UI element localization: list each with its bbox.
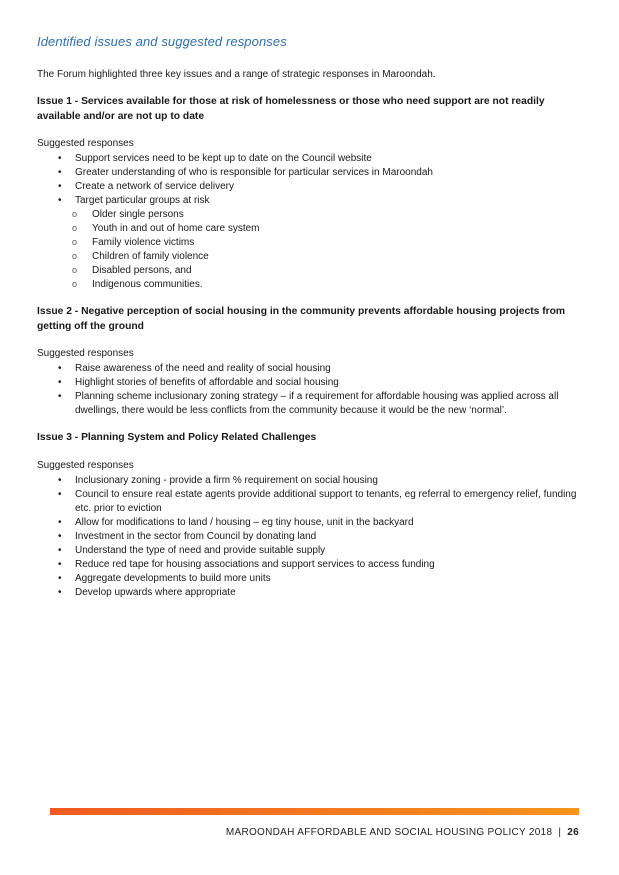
list-item: • Allow for modifications to land / housing – eg tiny house, unit in the backyard	[58, 516, 414, 528]
list-item: • Reduce red tape for housing associations and support services to access funding	[58, 558, 435, 570]
issue-2-list	[37, 362, 583, 418]
list-item: • Create a network of service delivery	[58, 181, 234, 192]
sub-bullet-icon: o	[72, 251, 78, 261]
list-item: • Aggregate developments to build more units	[58, 572, 271, 584]
issue-1-list	[37, 152, 583, 292]
bullet-icon: •	[58, 153, 62, 164]
document-page	[37, 34, 583, 613]
bullet-icon: •	[58, 391, 62, 402]
footer-title: MAROONDAH AFFORDABLE AND SOCIAL HOUSING POLICY 2018	[225, 827, 553, 838]
list-item: • Greater understanding of who is responsible for particular services in Maroondah	[58, 167, 433, 178]
bullet-icon: •	[58, 167, 62, 178]
issue-3-list	[37, 474, 583, 600]
sub-list-item: o Youth in and out of home care system	[72, 223, 260, 234]
list-item: • Investment in the sector from Council by donating land	[58, 530, 317, 542]
bullet-icon: •	[58, 544, 62, 556]
sub-list	[72, 208, 583, 292]
sub-bullet-icon: o	[72, 223, 78, 233]
list-item: • Highlight stories of benefits of affordable and social housing	[58, 377, 339, 388]
bullet-icon: •	[58, 572, 62, 584]
list-item: • Target particular groups at risk o Older single persons o Youth in and out of home care system o Family violence victims o Children of family violence o Disabled persons, and o Indigenous communities.	[37, 194, 583, 292]
page-number: 26	[567, 827, 579, 838]
list-item: • Planning scheme inclusionary zoning strategy – if a requirement for affordable housing was applied across all dwellings, there would be less conflicts from the community because it would be the new ‘normal’.	[58, 391, 559, 416]
list-item: • Council to ensure real estate agents provide additional support to tenants, eg referral to emergency relief, funding etc. prior to eviction	[58, 488, 577, 514]
issue-3-responses-label: Suggested responses	[37, 459, 134, 471]
bullet-icon: •	[58, 474, 62, 486]
issue-2-title: Issue 2 - Negative perception of social housing in the community prevents affordable housing projects from getting off the ground	[37, 306, 566, 332]
sub-list-item: o Children of family violence	[72, 251, 209, 262]
issue-1-title: Issue 1 - Services available for those at risk of homelessness or those who need support are not readily available and/or are not up to date	[37, 96, 545, 122]
bullet-icon: •	[58, 516, 62, 528]
sub-list-item: o Disabled persons, and	[72, 265, 192, 276]
bullet-icon: •	[58, 181, 62, 192]
bullet-icon: •	[58, 195, 62, 206]
section-heading: Identified issues and suggested responses	[37, 34, 287, 49]
bullet-icon: •	[58, 363, 62, 374]
sub-bullet-icon: o	[72, 209, 78, 219]
list-item: • Raise awareness of the need and reality of social housing	[58, 363, 331, 374]
list-item: • Understand the type of need and provide suitable supply	[58, 544, 326, 556]
list-item: • Develop upwards where appropriate	[58, 586, 236, 598]
footer	[226, 827, 579, 838]
list-item: • Support services need to be kept up to date on the Council website	[58, 153, 372, 164]
bullet-icon: •	[58, 558, 62, 570]
footer-accent-bar	[50, 808, 579, 815]
issue-2-responses-label: Suggested responses	[37, 348, 134, 359]
intro-paragraph: The Forum highlighted three key issues and a range of strategic responses in Maroondah.	[37, 69, 436, 80]
bullet-icon: •	[58, 488, 62, 500]
footer-separator: |	[558, 827, 562, 838]
issue-3-title: Issue 3 - Planning System and Policy Related Challenges	[37, 432, 317, 443]
list-item: • Inclusionary zoning - provide a firm % requirement on social housing	[58, 474, 378, 486]
issue-1-responses-label: Suggested responses	[37, 138, 134, 149]
bullet-icon: •	[58, 377, 62, 388]
sub-bullet-icon: o	[72, 279, 78, 289]
bullet-icon: •	[58, 530, 62, 542]
sub-bullet-icon: o	[72, 265, 78, 275]
sub-list-item: o Indigenous communities.	[72, 279, 203, 290]
sub-list-item: o Older single persons	[72, 209, 184, 220]
sub-list-item: o Family violence victims	[72, 237, 195, 248]
sub-bullet-icon: o	[72, 237, 78, 247]
bullet-icon: •	[58, 586, 62, 598]
